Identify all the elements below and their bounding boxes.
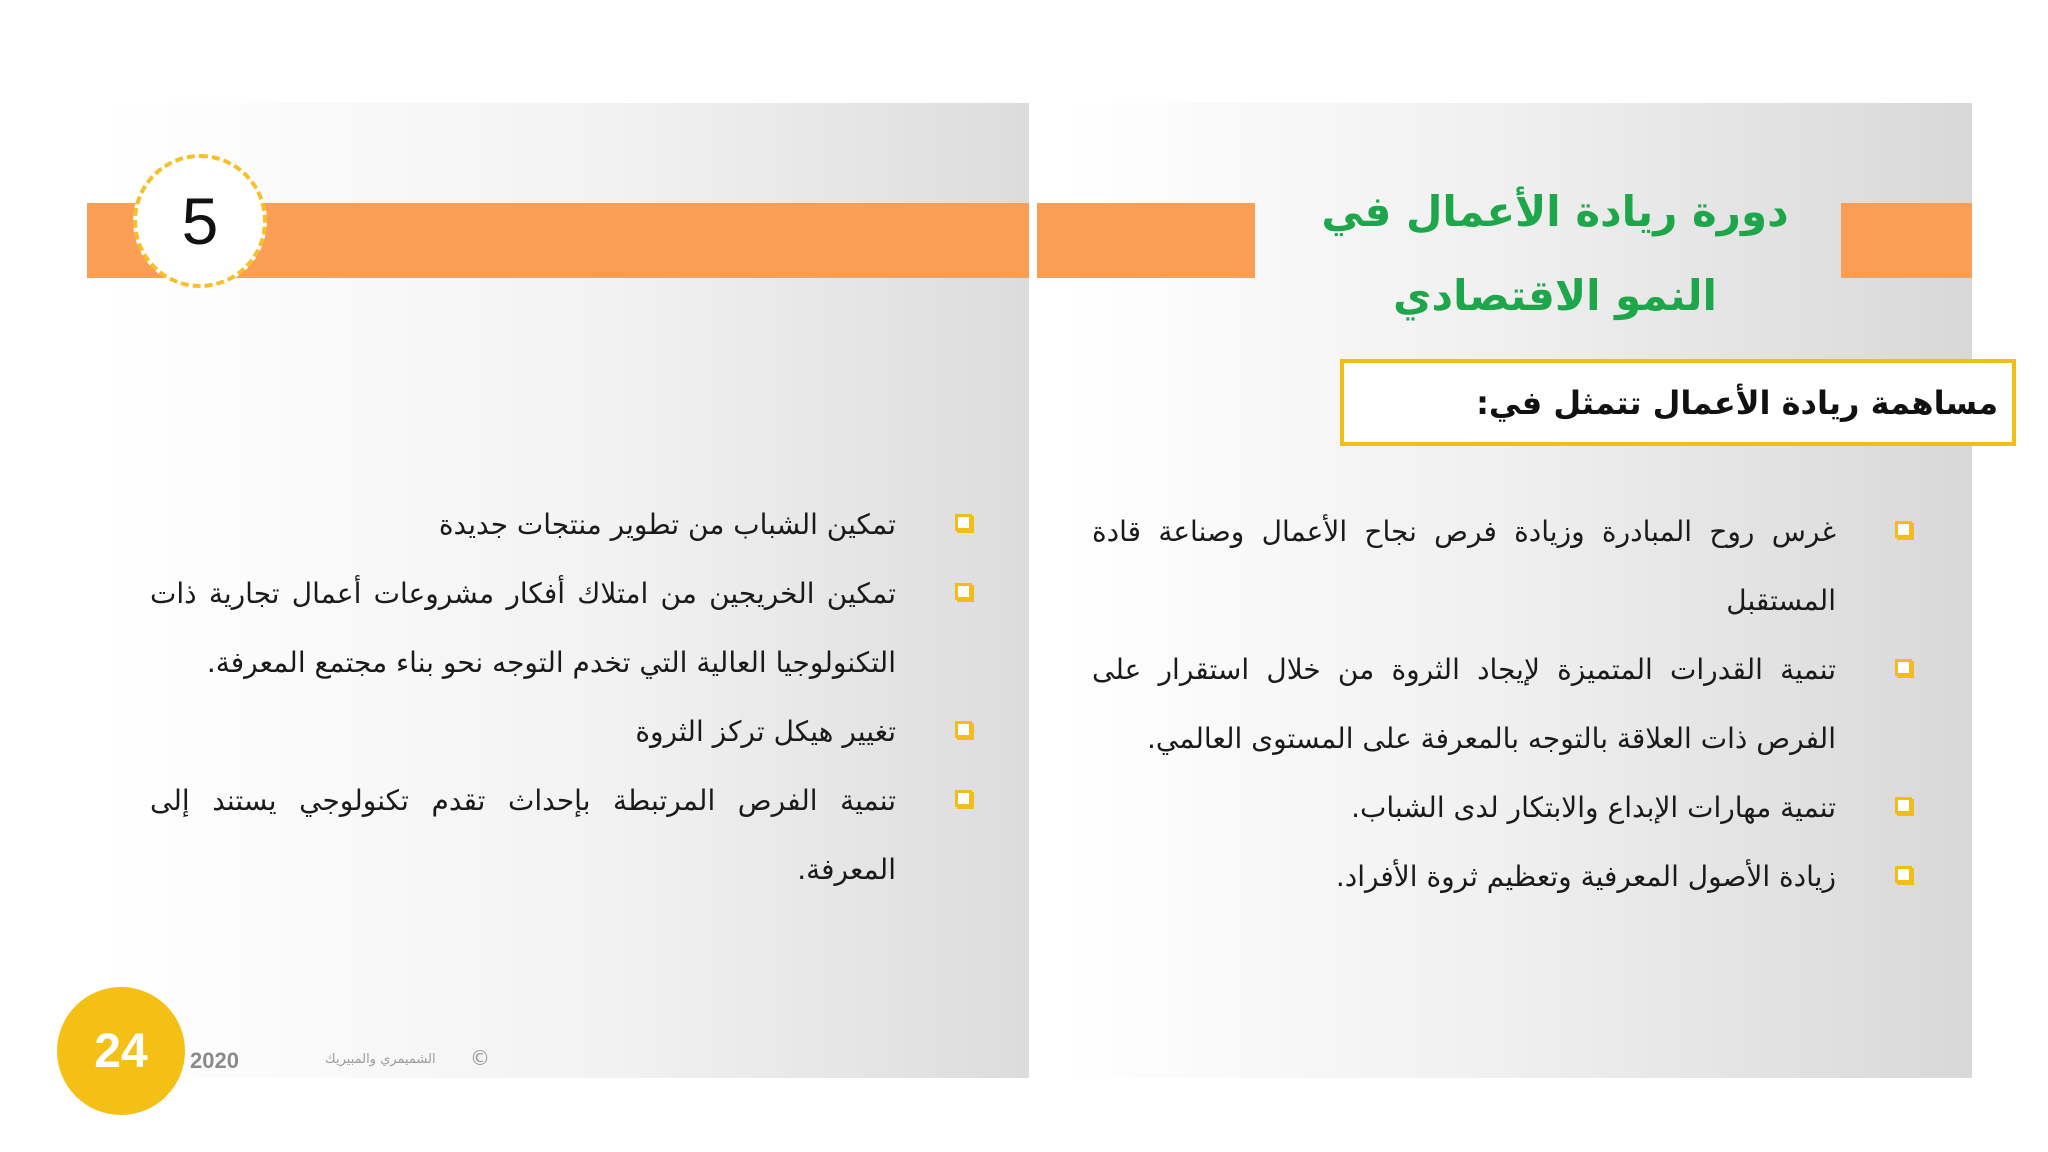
list-item: زيادة الأصول المعرفية وتعظيم ثروة الأفراد. (1092, 842, 1912, 911)
subtitle-text: مساهمة ريادة الأعمال تتمثل في: (1476, 383, 1998, 422)
right-bullet-list (1092, 497, 1912, 911)
subtitle-box (1340, 359, 2016, 446)
footer-authors: الشميمري والمبيريك (325, 1052, 436, 1067)
list-item: غرس روح المبادرة وزيادة فرص نجاح الأعمال وصناعة قادة المستقبل (1092, 497, 1912, 635)
square-bullet-icon (1895, 659, 1912, 676)
page-number-badge: 24 (57, 987, 185, 1115)
square-bullet-icon (1895, 521, 1912, 538)
square-bullet-icon (955, 514, 972, 531)
square-bullet-icon (955, 721, 972, 738)
square-bullet-icon (955, 583, 972, 600)
square-bullet-icon (1895, 866, 1912, 883)
orange-header-bar-middle (1037, 203, 1255, 278)
list-item: تغيير هيكل تركز الثروة (150, 697, 972, 766)
copyright-icon: © (470, 1046, 490, 1070)
list-item: تنمية القدرات المتميزة لإيجاد الثروة من خلال استقرار على الفرص ذات العلاقة بالتوجه بالمعرفة على المستوى العالمي. (1092, 635, 1912, 773)
list-item: تمكين الشباب من تطوير منتجات جديدة (150, 490, 972, 559)
footer-year: 2020 (190, 1048, 239, 1073)
slide-number-badge: 5 (133, 154, 267, 288)
orange-header-bar-right (1841, 203, 1972, 278)
list-item: تنمية مهارات الإبداع والابتكار لدى الشباب. (1092, 773, 1912, 842)
square-bullet-icon (1895, 797, 1912, 814)
slide-title: دورة ريادة الأعمال في النمو الاقتصادي (1321, 187, 1789, 320)
list-item: تنمية الفرص المرتبطة بإحداث تقدم تكنولوجي يستند إلى المعرفة. (150, 766, 972, 904)
square-bullet-icon (955, 790, 972, 807)
left-bullet-list (150, 490, 972, 904)
list-item: تمكين الخريجين من امتلاك أفكار مشروعات أعمال تجارية ذات التكنولوجيا العالية التي تخدم التوجه نحو بناء مجتمع المعرفة. (150, 559, 972, 697)
